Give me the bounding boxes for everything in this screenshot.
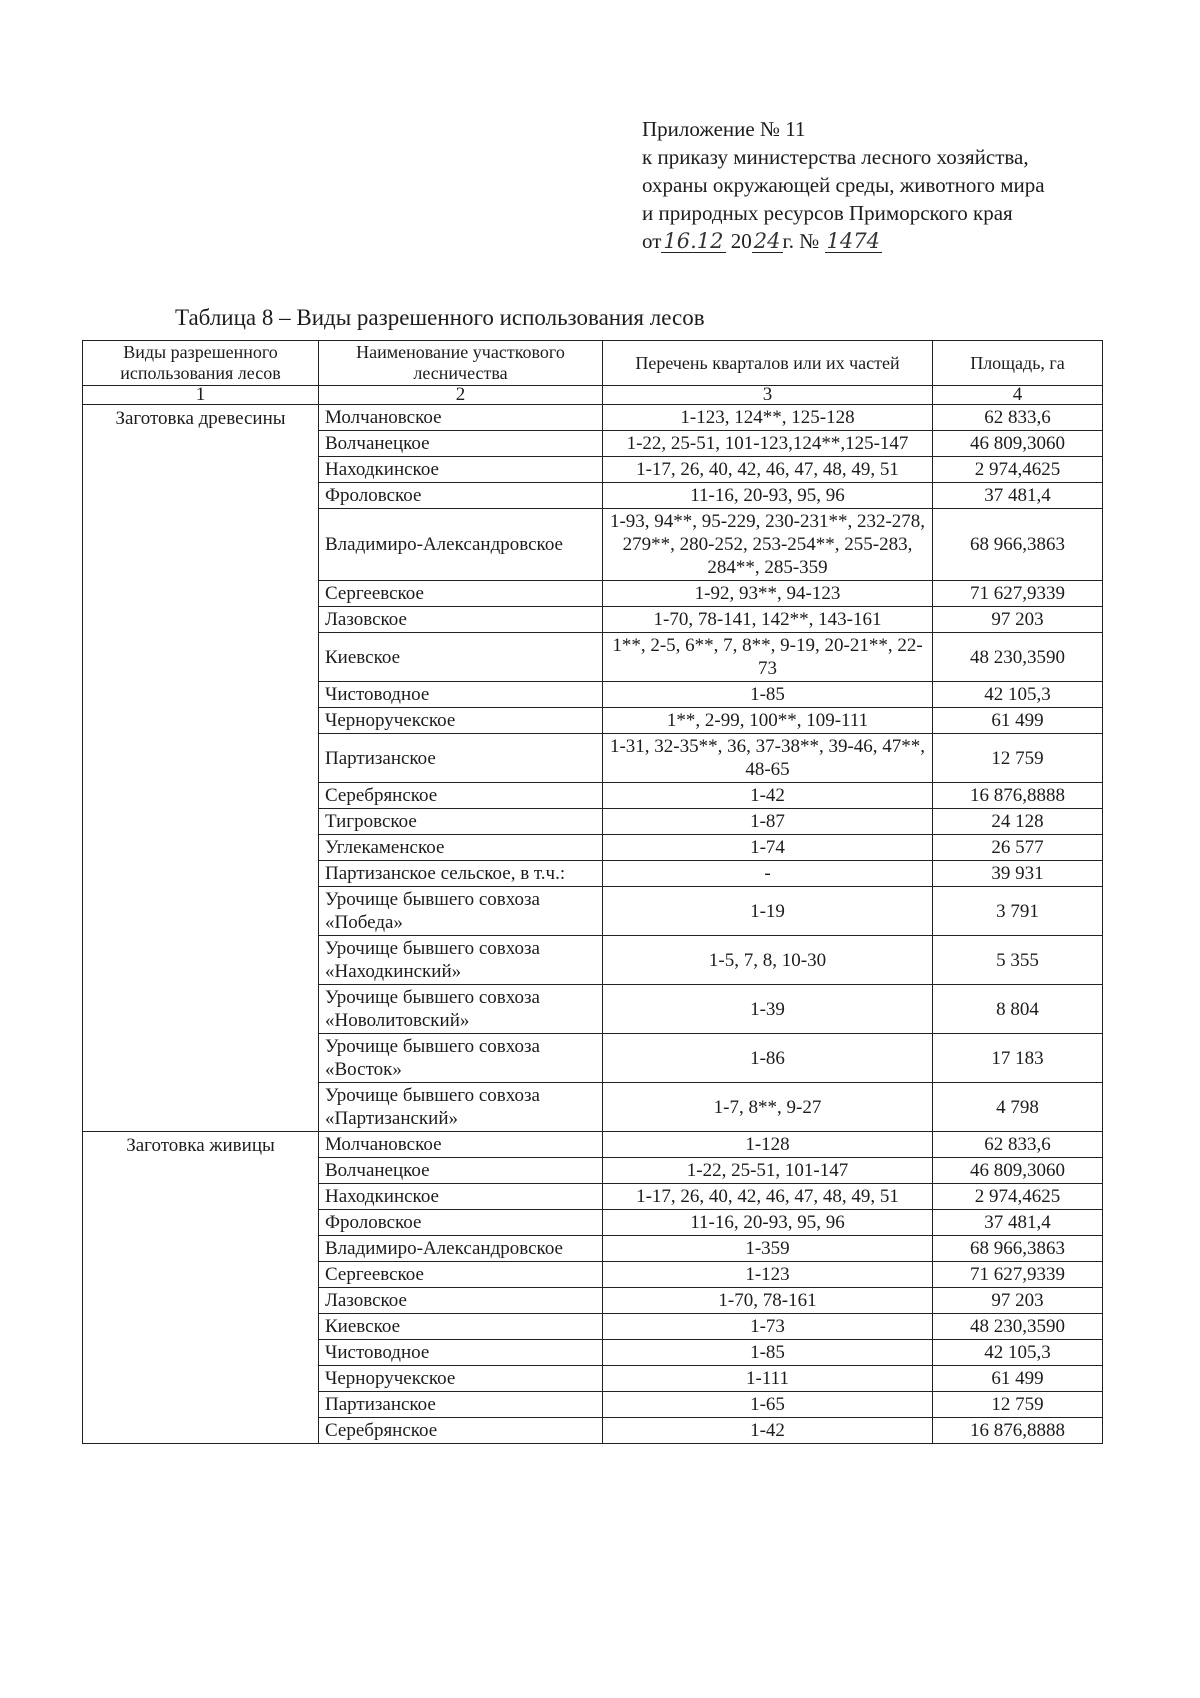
- forestry-name-cell: Лазовское: [319, 1288, 603, 1314]
- quarters-cell: -: [603, 861, 933, 887]
- quarters-cell: 1-70, 78-161: [603, 1288, 933, 1314]
- table-caption: Таблица 8 – Виды разрешенного использования лесов: [175, 305, 705, 330]
- quarters-cell: 1-39: [603, 985, 933, 1034]
- quarters-cell: 11-16, 20-93, 95, 96: [603, 483, 933, 509]
- quarters-cell: 1-87: [603, 809, 933, 835]
- forestry-name-cell: Серебрянское: [319, 783, 603, 809]
- area-cell: 24 128: [933, 809, 1103, 835]
- area-cell: 4 798: [933, 1083, 1103, 1132]
- column-number-row: [83, 386, 1103, 405]
- quarters-cell: 1-123: [603, 1262, 933, 1288]
- table-header-row: [83, 341, 1103, 386]
- area-cell: 12 759: [933, 1392, 1103, 1418]
- area-cell: 48 230,3590: [933, 633, 1103, 682]
- forestry-name-cell: Киевское: [319, 633, 603, 682]
- area-cell: 3 791: [933, 887, 1103, 936]
- quarters-cell: 1-65: [603, 1392, 933, 1418]
- quarters-cell: 1-359: [603, 1236, 933, 1262]
- area-cell: 12 759: [933, 734, 1103, 783]
- area-cell: 39 931: [933, 861, 1103, 887]
- area-cell: 62 833,6: [933, 1132, 1103, 1158]
- forestry-name-cell: Чистоводное: [319, 1340, 603, 1366]
- forestry-name-cell: Урочище бывшего совхоза «Победа»: [319, 887, 603, 936]
- quarters-cell: 11-16, 20-93, 95, 96: [603, 1210, 933, 1236]
- forestry-name-cell: Молчановское: [319, 405, 603, 431]
- area-cell: 2 974,4625: [933, 1184, 1103, 1210]
- quarters-cell: 1-5, 7, 8, 10-30: [603, 936, 933, 985]
- table-row: [83, 1132, 1103, 1158]
- forestry-name-cell: Сергеевское: [319, 1262, 603, 1288]
- quarters-cell: 1-74: [603, 835, 933, 861]
- quarters-cell: 1-17, 26, 40, 42, 46, 47, 48, 49, 51: [603, 457, 933, 483]
- quarters-cell: 1-93, 94**, 95-229, 230-231**, 232-278, 279**, 280-252, 253-254**, 255-283, 284**, 285-359: [603, 509, 933, 581]
- quarters-cell: 1**, 2-5, 6**, 7, 8**, 9-19, 20-21**, 22-73: [603, 633, 933, 682]
- forestry-name-cell: Находкинское: [319, 457, 603, 483]
- quarters-cell: 1-85: [603, 682, 933, 708]
- area-cell: 42 105,3: [933, 682, 1103, 708]
- area-cell: 26 577: [933, 835, 1103, 861]
- area-cell: 97 203: [933, 607, 1103, 633]
- column-number: 3: [603, 386, 933, 405]
- quarters-cell: 1-73: [603, 1314, 933, 1340]
- area-cell: 46 809,3060: [933, 431, 1103, 457]
- forestry-name-cell: Владимиро-Александровское: [319, 1236, 603, 1262]
- table-row: [83, 405, 1103, 431]
- forestry-name-cell: Киевское: [319, 1314, 603, 1340]
- handwritten-number: 1474: [826, 229, 880, 253]
- forestry-name-cell: Тигровское: [319, 809, 603, 835]
- quarters-cell: 1-85: [603, 1340, 933, 1366]
- forestry-name-cell: Серебрянское: [319, 1418, 603, 1444]
- table-body: [83, 405, 1103, 1444]
- column-number: 1: [83, 386, 319, 405]
- area-cell: 68 966,3863: [933, 1236, 1103, 1262]
- forestry-name-cell: Фроловское: [319, 1210, 603, 1236]
- area-cell: 17 183: [933, 1034, 1103, 1083]
- handwritten-date: 16.12: [663, 229, 724, 253]
- forestry-name-cell: Урочище бывшего совхоза «Партизанский»: [319, 1083, 603, 1132]
- year-prefix: 20: [730, 229, 752, 253]
- quarters-cell: 1-7, 8**, 9-27: [603, 1083, 933, 1132]
- quarters-cell: 1-111: [603, 1366, 933, 1392]
- appendix-date-line: [642, 227, 1045, 255]
- area-cell: 48 230,3590: [933, 1314, 1103, 1340]
- quarters-cell: 1-17, 26, 40, 42, 46, 47, 48, 49, 51: [603, 1184, 933, 1210]
- appendix-header: [642, 115, 1045, 255]
- area-cell: 61 499: [933, 708, 1103, 734]
- quarters-cell: 1-31, 32-35**, 36, 37-38**, 39-46, 47**, 48-65: [603, 734, 933, 783]
- forestry-name-cell: Углекаменское: [319, 835, 603, 861]
- forestry-name-cell: Урочище бывшего совхоза «Восток»: [319, 1034, 603, 1083]
- area-cell: 42 105,3: [933, 1340, 1103, 1366]
- quarters-cell: 1-22, 25-51, 101-123,124**,125-147: [603, 431, 933, 457]
- area-cell: 46 809,3060: [933, 1158, 1103, 1184]
- year-suffix: г. №: [782, 229, 820, 253]
- forestry-name-cell: Молчановское: [319, 1132, 603, 1158]
- forestry-name-cell: Лазовское: [319, 607, 603, 633]
- quarters-cell: 1-19: [603, 887, 933, 936]
- forestry-name-cell: Черноручекское: [319, 708, 603, 734]
- area-cell: 8 804: [933, 985, 1103, 1034]
- appendix-title: Приложение № 11: [642, 117, 806, 141]
- area-cell: 97 203: [933, 1288, 1103, 1314]
- header-area: Площадь, га: [933, 341, 1103, 386]
- header-forestry-name: Наименование участкового лесничества: [319, 341, 603, 386]
- area-cell: 61 499: [933, 1366, 1103, 1392]
- permitted-use-table: [82, 340, 1103, 1444]
- forestry-name-cell: Партизанское: [319, 734, 603, 783]
- quarters-cell: 1-128: [603, 1132, 933, 1158]
- quarters-cell: 1-42: [603, 783, 933, 809]
- quarters-cell: 1-86: [603, 1034, 933, 1083]
- forestry-name-cell: Чистоводное: [319, 682, 603, 708]
- area-cell: 71 627,9339: [933, 1262, 1103, 1288]
- forestry-name-cell: Находкинское: [319, 1184, 603, 1210]
- area-cell: 62 833,6: [933, 405, 1103, 431]
- forestry-name-cell: Волчанецкое: [319, 431, 603, 457]
- forestry-name-cell: Фроловское: [319, 483, 603, 509]
- use-type-cell: Заготовка древесины: [83, 405, 319, 1132]
- appendix-line-4: и природных ресурсов Приморского края: [642, 201, 1013, 225]
- column-number: 2: [319, 386, 603, 405]
- appendix-line-3: охраны окружающей среды, животного мира: [642, 173, 1045, 197]
- forestry-name-cell: Партизанское: [319, 1392, 603, 1418]
- quarters-cell: 1-22, 25-51, 101-147: [603, 1158, 933, 1184]
- area-cell: 37 481,4: [933, 1210, 1103, 1236]
- forestry-name-cell: Черноручекское: [319, 1366, 603, 1392]
- quarters-cell: 1-42: [603, 1418, 933, 1444]
- header-quarters: Перечень кварталов или их частей: [603, 341, 933, 386]
- area-cell: 37 481,4: [933, 483, 1103, 509]
- date-prefix: от: [642, 229, 662, 253]
- column-number: 4: [933, 386, 1103, 405]
- forestry-name-cell: Урочище бывшего совхоза «Новолитовский»: [319, 985, 603, 1034]
- forestry-name-cell: Волчанецкое: [319, 1158, 603, 1184]
- area-cell: 16 876,8888: [933, 783, 1103, 809]
- handwritten-year: 24: [753, 229, 781, 253]
- forestry-name-cell: Владимиро-Александровское: [319, 509, 603, 581]
- quarters-cell: 1**, 2-99, 100**, 109-111: [603, 708, 933, 734]
- area-cell: 71 627,9339: [933, 581, 1103, 607]
- quarters-cell: 1-70, 78-141, 142**, 143-161: [603, 607, 933, 633]
- forestry-name-cell: Урочище бывшего совхоза «Находкинский»: [319, 936, 603, 985]
- quarters-cell: 1-92, 93**, 94-123: [603, 581, 933, 607]
- forestry-name-cell: Сергеевское: [319, 581, 603, 607]
- area-cell: 68 966,3863: [933, 509, 1103, 581]
- area-cell: 2 974,4625: [933, 457, 1103, 483]
- forestry-name-cell: Партизанское сельское, в т.ч.:: [319, 861, 603, 887]
- use-type-cell: Заготовка живицы: [83, 1132, 319, 1444]
- header-use-type: Виды разрешенного использования лесов: [83, 341, 319, 386]
- area-cell: 5 355: [933, 936, 1103, 985]
- area-cell: 16 876,8888: [933, 1418, 1103, 1444]
- quarters-cell: 1-123, 124**, 125-128: [603, 405, 933, 431]
- appendix-line-2: к приказу министерства лесного хозяйства,: [642, 145, 1029, 169]
